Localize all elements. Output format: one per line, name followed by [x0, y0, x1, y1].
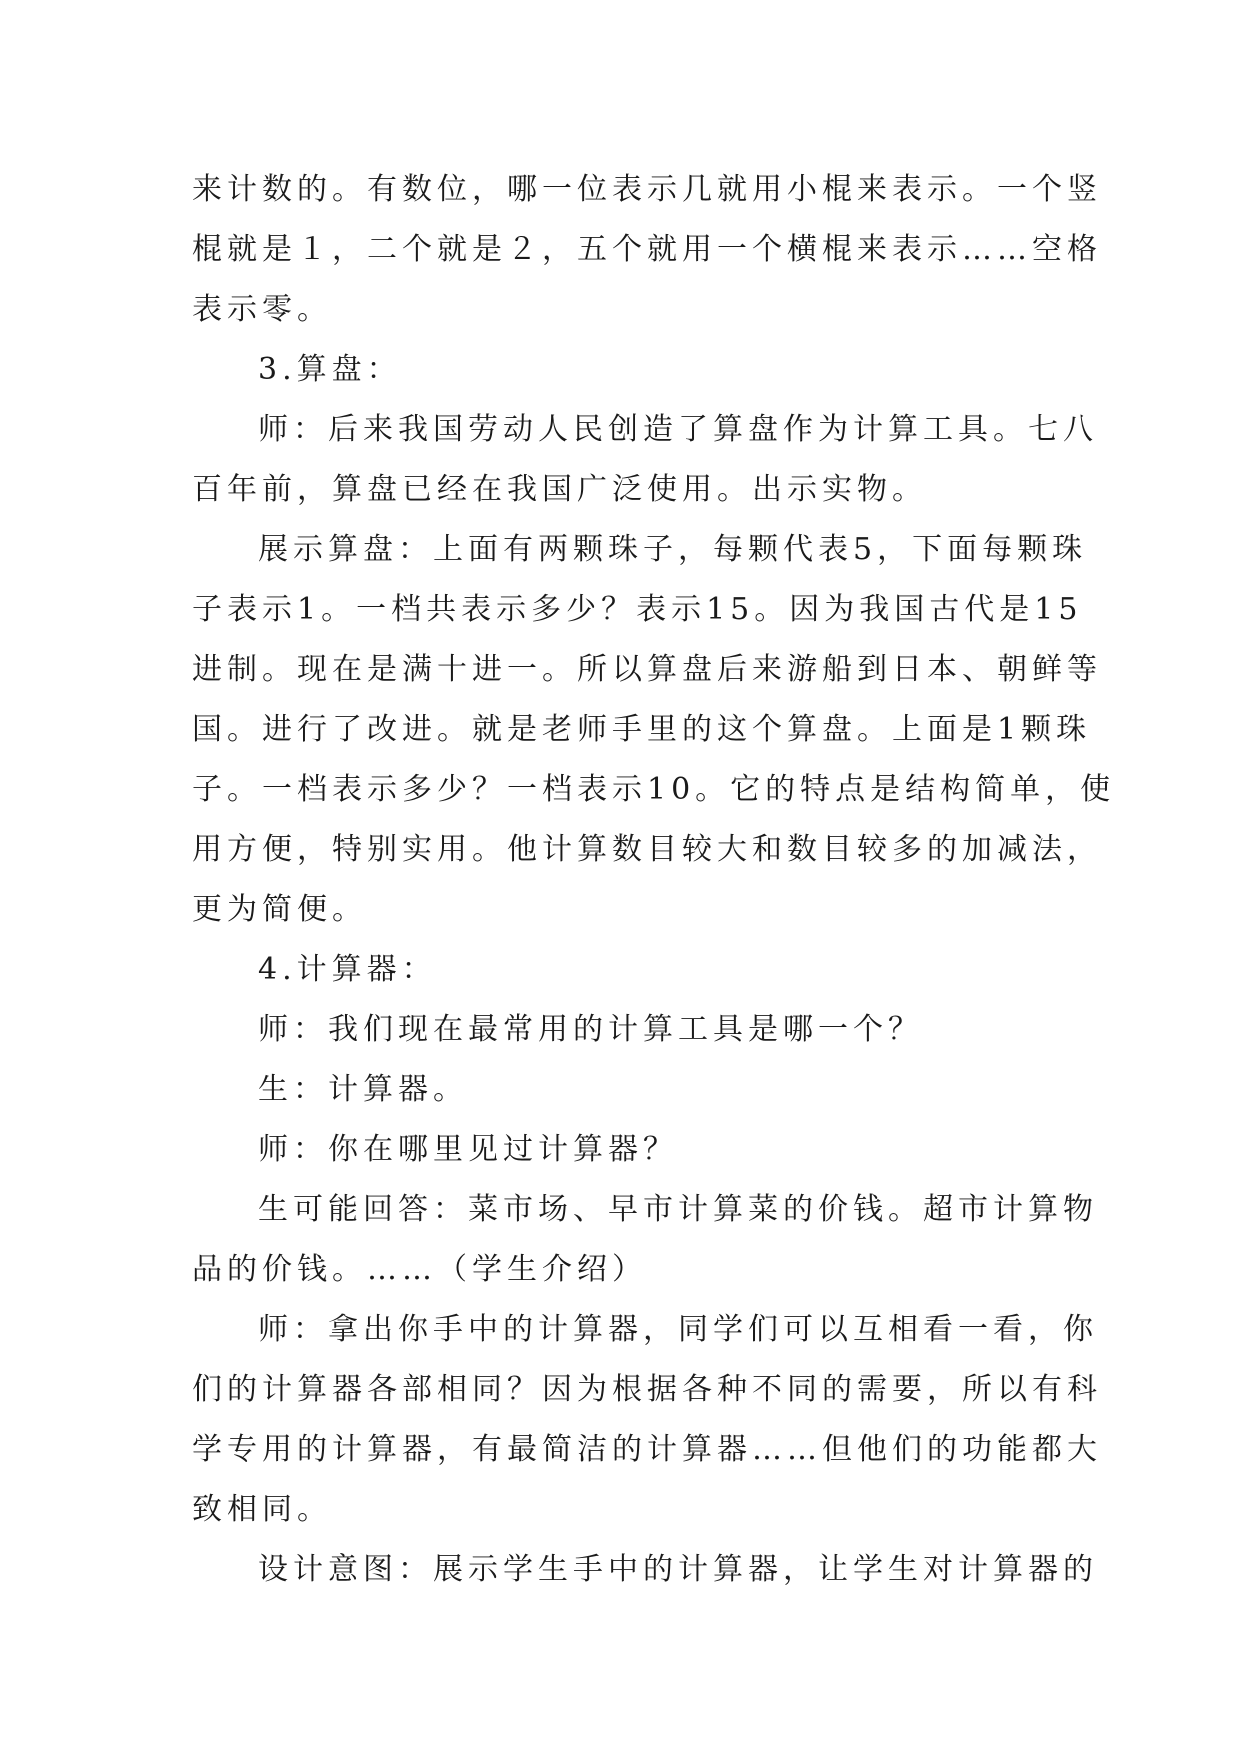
text-line-19: 品的价钱。……（学生介绍） — [192, 1252, 647, 1287]
text-line-20: 师：拿出你手中的计算器，同学们可以互相看一看，你 — [258, 1312, 1098, 1347]
text-line-8: 子表示1。一档共表示多少？表示15。因为我国古代是15 — [192, 592, 1083, 627]
text-line-23: 致相同。 — [192, 1492, 332, 1527]
text-line-9: 进制。现在是满十进一。所以算盘后来游船到日本、朝鲜等 — [192, 652, 1102, 687]
text-line-3: 表示零。 — [192, 292, 332, 327]
text-line-10: 国。进行了改进。就是老师手里的这个算盘。上面是1颗珠 — [192, 712, 1092, 747]
text-line-6: 百年前，算盘已经在我国广泛使用。出示实物。 — [192, 472, 927, 507]
text-line-2: 棍就是１，二个就是２，五个就用一个横棍来表示……空格 — [192, 232, 1102, 267]
text-line-22: 学专用的计算器，有最简洁的计算器……但他们的功能都大 — [192, 1432, 1102, 1467]
text-line-21: 们的计算器各部相同？因为根据各种不同的需要，所以有科 — [192, 1372, 1102, 1407]
text-line-13: 更为简便。 — [192, 892, 367, 927]
text-line-24: 设计意图：展示学生手中的计算器，让学生对计算器的 — [258, 1552, 1098, 1587]
text-line-17: 师：你在哪里见过计算器？ — [258, 1132, 678, 1167]
text-line-16: 生：计算器。 — [258, 1072, 468, 1107]
text-line-5: 师：后来我国劳动人民创造了算盘作为计算工具。七八 — [258, 412, 1098, 447]
text-line-15: 师：我们现在最常用的计算工具是哪一个？ — [258, 1012, 923, 1047]
text-line-7: 展示算盘：上面有两颗珠子，每颗代表5，下面每颗珠 — [258, 532, 1088, 567]
document-page — [192, 160, 1116, 1600]
text-line-11: 子。一档表示多少？一档表示10。它的特点是结构简单，使 — [192, 772, 1116, 807]
text-line-18: 生可能回答：菜市场、早市计算菜的价钱。超市计算物 — [258, 1192, 1098, 1227]
section-heading-abacus: 3.算盘： — [258, 352, 402, 387]
text-line-1: 来计数的。有数位，哪一位表示几就用小棍来表示。一个竖 — [192, 172, 1102, 207]
text-line-12: 用方便，特别实用。他计算数目较大和数目较多的加减法， — [192, 832, 1102, 867]
section-heading-calculator: 4.计算器： — [258, 952, 437, 987]
